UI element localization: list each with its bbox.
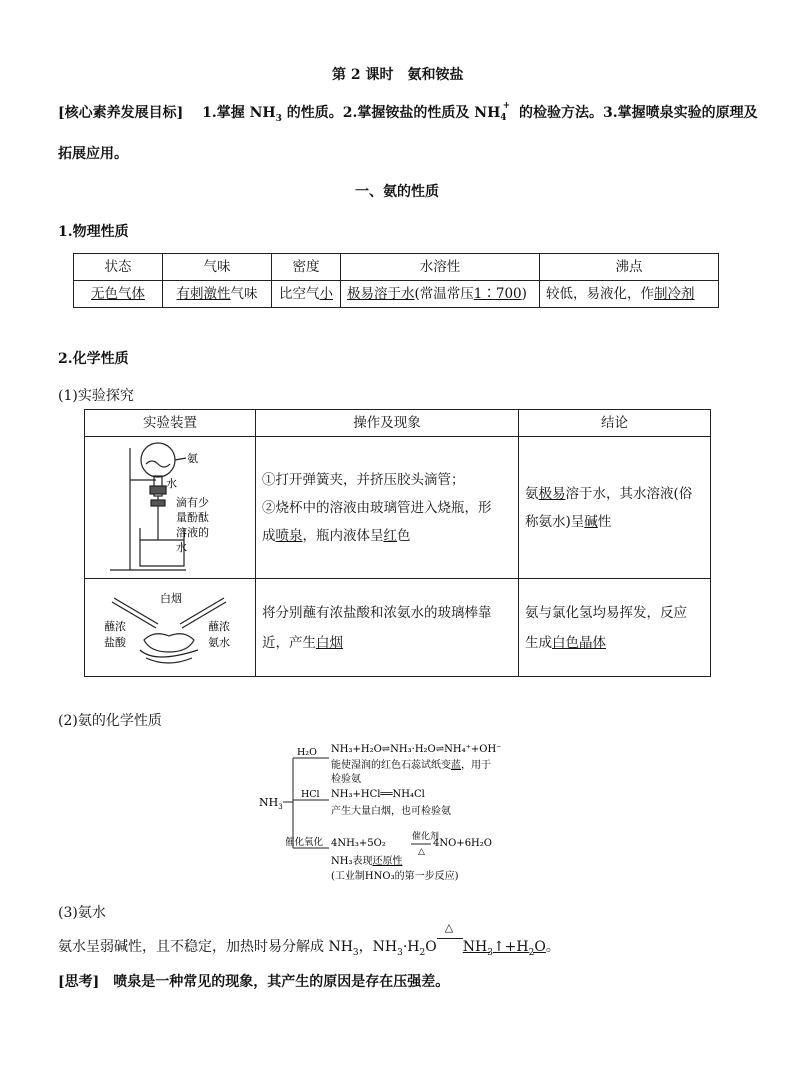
think-note: [思考] 喷泉是一种常见的现象，其产生的原因是存在压强差。 [58,974,450,990]
decomposition-arrow: △ [437,937,463,951]
experiment-heading: (1)实验探究 [58,388,134,404]
ammonia-reaction-diagram [255,738,555,888]
branch-oxidation-label: 催化氧化 [285,837,324,848]
header-cell: 实验装置 [85,410,256,437]
white-smoke-illustration [96,590,246,672]
header-cell: 沸点 [540,254,719,281]
boiling-point-cell: 较低，易液化，作制冷剂 [540,281,719,308]
physical-properties-table [73,253,719,308]
header-cell: 操作及现象 [256,410,519,437]
header-cell: 水溶性 [341,254,540,281]
ammonia-water-text: 氨水呈弱碱性，且不稳定，加热时易分解成 $NH_3$，$NH_3\cdot H_2O$ △ $NH_3↑+H_2O$。 [58,921,560,958]
branch-oxidation-desc: NH₃表现还原性 [331,856,403,867]
branch-hcl-equation: NH₃+HCl══NH₄Cl [331,789,425,800]
branch-h2o-label: H₂O [297,747,317,758]
branch-hcl-desc: 产生大量白烟，也可检验氨 [331,806,451,817]
table-row [74,281,719,308]
label-white-smoke: 白烟 [160,592,182,605]
decomposition-products: $NH_3↑+H_2O$ [462,939,546,958]
branch-h2o-desc2: 检验氨 [331,774,361,785]
label-phenol-4: 水 [176,541,187,554]
branch-hcl-label: HCl [301,789,320,800]
state-cell: 无色气体 [74,281,163,308]
branch-oxidation-products: 4NO+6H₂O [433,838,492,849]
header-cell: 气味 [163,254,272,281]
table-header-row [74,254,719,281]
branch-h2o-equation: NH₃+H₂O⇌NH₃·H₂O⇌NH₄⁺+OH⁻ [331,744,502,755]
header-cell: 密度 [272,254,341,281]
physical-heading: 1.物理性质 [58,224,129,240]
odor-cell: 有刺激性气味 [163,281,272,308]
label-ammonia: 氨 [187,452,198,465]
think-tag: [思考] [58,974,100,990]
chem-properties-heading: (2)氨的化学性质 [58,713,162,729]
header-cell: 结论 [519,410,711,437]
density-cell: 比空气小 [272,281,341,308]
header-cell: 状态 [74,254,163,281]
section-heading: 一、氨的性质 [355,184,439,200]
branch-oxidation-reactants: 4NH₃+5O₂ [331,838,386,849]
heat-condition: △ [418,847,425,857]
conclusion-cell: 氨与氯化氢均易挥发，反应 生成白色晶体 [519,579,711,677]
operation-cell: 将分别蘸有浓盐酸和浓氨水的玻璃棒靠 近，产生白烟 [256,579,519,677]
learning-goals-line2: 拓展应用。 [58,146,128,162]
label-hcl-1: 蘸浓 [104,620,126,633]
label-phenol-2: 量酚酞 [176,511,209,524]
label-nh3-2: 氨水 [208,636,230,649]
learning-goals: [核心素养发展目标] 1.掌握 $NH_3$ 的性质。2.掌握铵盐的性质及 $NH_4^+$ 的检验方法。3.掌握喷泉实验的原理及 [58,101,758,124]
label-nh3-1: 蘸浓 [208,620,230,633]
table-header-row [85,410,711,437]
operation-cell: ①打开弹簧夹，并挤压胶头滴管； ②烧杯中的溶液由玻璃管进入烧瓶，形 成喷泉，瓶内液体呈红色 [256,437,519,579]
conclusion-cell: 氨极易溶于水，其水溶液(俗 称氨水)呈碱性 [519,437,711,579]
branch-oxidation-note: (工业制HNO₃的第一步反应) [331,871,459,882]
catalyst-condition: 催化剂 [412,832,440,842]
chemical-heading: 2.化学性质 [58,351,129,367]
label-hcl-2: 盐酸 [104,636,126,649]
ammonia-water-heading: (3)氨水 [58,905,106,921]
diagram-root: $NH_3$ [259,796,283,811]
page-title: 第 2 课时 氨和铵盐 [332,67,464,83]
label-water: 水 [166,477,177,490]
goals-tag: [核心素养发展目标] [58,105,184,121]
branch-h2o-desc: 能使湿润的红色石蕊试纸变蓝，用于 [331,760,491,771]
solubility-cell: 极易溶于水(常温常压1∶700) [341,281,540,308]
label-phenol-1: 滴有少 [176,496,209,509]
fountain-apparatus-illustration [96,440,246,580]
label-phenol-3: 溶液的 [176,526,209,539]
